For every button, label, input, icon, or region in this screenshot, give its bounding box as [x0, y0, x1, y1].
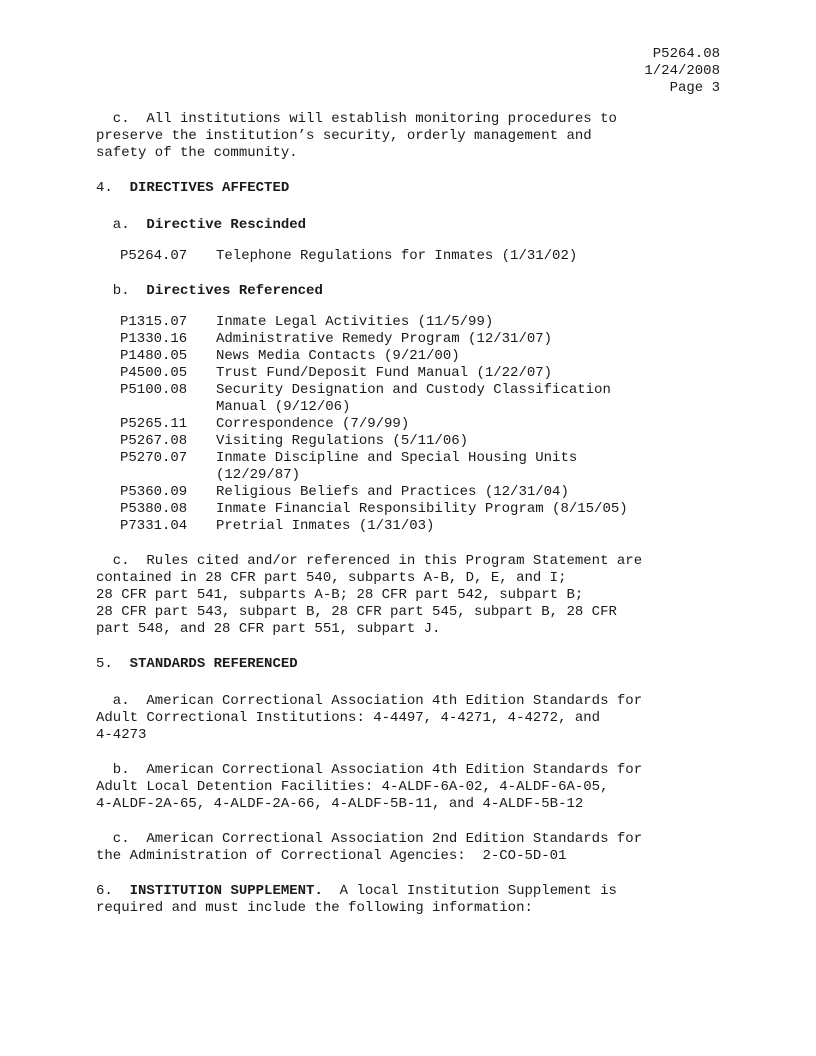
list-item [96, 331, 736, 348]
directive-title: Inmate Discipline and Special Housing Units (12/29/87) [216, 450, 578, 483]
section-5-heading [96, 656, 736, 673]
directive-title: Religious Beliefs and Practices (12/31/04) [216, 484, 569, 500]
paragraph-5c-standards [96, 831, 736, 865]
section-title: STANDARDS REFERENCED [129, 656, 298, 672]
subsection-title: Directives Referenced [146, 283, 323, 299]
section-number: 4. [96, 180, 113, 196]
section-number: 5. [96, 656, 113, 672]
directive-code: P7331.04 [120, 518, 188, 534]
directive-code: P4500.05 [120, 365, 188, 381]
subsection-label: a. [96, 217, 130, 233]
directive-code: P5270.07 [120, 450, 188, 466]
paragraph-line: a. American Correctional Association 4th Edition Standards for [96, 693, 643, 709]
section-title: DIRECTIVES AFFECTED [129, 180, 290, 196]
subsection-label: b. [96, 283, 130, 299]
paragraph-line: c. Rules cited and/or referenced in this Program Statement are [96, 553, 643, 569]
section-text: A local Institution Supplement is [322, 883, 617, 899]
directive-title: Pretrial Inmates (1/31/03) [216, 518, 435, 534]
paragraph-line: contained in 28 CFR part 540, subparts A-B, D, E, and I; [96, 570, 567, 586]
paragraph-line: part 548, and 28 CFR part 551, subpart J. [96, 621, 441, 637]
list-item [96, 416, 736, 433]
paragraph-line: 4-4273 [96, 727, 147, 743]
paragraph-line: 28 CFR part 543, subpart B, 28 CFR part 545, subpart B, 28 CFR [96, 604, 617, 620]
directive-title: Security Designation and Custody Classification Manual (9/12/06) [216, 382, 611, 415]
directive-code: P5264.07 [120, 248, 188, 264]
paragraph-line: Adult Local Detention Facilities: 4-ALDF-6A-02, 4-ALDF-6A-05, [96, 779, 609, 795]
subsection-4a-heading [96, 217, 736, 234]
directive-code: P5100.08 [120, 382, 188, 398]
section-6-heading [96, 883, 736, 900]
list-item [96, 518, 736, 535]
document-page [96, 46, 736, 917]
section-6 [96, 883, 736, 917]
directive-title: Telephone Regulations for Inmates (1/31/02) [216, 248, 578, 264]
list-item [96, 348, 736, 365]
subsection-4b-heading [96, 283, 736, 300]
paragraph-4c-rules [96, 553, 736, 638]
rescinded-list [96, 248, 736, 265]
directive-code: P5267.08 [120, 433, 188, 449]
paragraph-line: 28 CFR part 541, subparts A-B; 28 CFR part 542, subpart B; [96, 587, 584, 603]
paragraph-line: Adult Correctional Institutions: 4-4497, 4-4271, 4-4272, and [96, 710, 601, 726]
paragraph-c-monitoring [96, 111, 736, 162]
paragraph-line: preserve the institution’s security, orderly management and [96, 128, 592, 144]
directive-code: P5265.11 [120, 416, 188, 432]
paragraph-5a-standards [96, 693, 736, 744]
directive-code: P5380.08 [120, 501, 188, 517]
directive-title: Inmate Financial Responsibility Program (8/15/05) [216, 501, 628, 517]
list-item [96, 365, 736, 382]
directive-title: Administrative Remedy Program (12/31/07) [216, 331, 553, 347]
directive-title: Inmate Legal Activities (11/5/99) [216, 314, 494, 330]
doc-date: 1/24/2008 [644, 63, 720, 79]
directive-title: Correspondence (7/9/99) [216, 416, 410, 432]
subsection-title: Directive Rescinded [146, 217, 307, 233]
section-number: 6. [96, 883, 113, 899]
paragraph-line: the Administration of Correctional Agencies: 2-CO-5D-01 [96, 848, 567, 864]
list-item [96, 314, 736, 331]
directive-code: P1315.07 [120, 314, 188, 330]
doc-number: P5264.08 [652, 46, 720, 62]
section-4-heading [96, 180, 736, 197]
section-title: INSTITUTION SUPPLEMENT. [129, 883, 323, 899]
directive-code: P1330.16 [120, 331, 188, 347]
list-item [96, 382, 736, 416]
directive-title: News Media Contacts (9/21/00) [216, 348, 460, 364]
page-number: Page 3 [669, 80, 720, 96]
list-item [96, 501, 736, 518]
paragraph-line: c. American Correctional Association 2nd Edition Standards for [96, 831, 643, 847]
referenced-list [96, 314, 736, 535]
list-item [96, 433, 736, 450]
paragraph-line: 4-ALDF-2A-65, 4-ALDF-2A-66, 4-ALDF-5B-11, and 4-ALDF-5B-12 [96, 796, 584, 812]
paragraph-line: b. American Correctional Association 4th Edition Standards for [96, 762, 643, 778]
list-item [96, 450, 736, 484]
page-header [96, 46, 736, 97]
directive-title: Visiting Regulations (5/11/06) [216, 433, 469, 449]
list-item [96, 248, 736, 265]
directive-code: P5360.09 [120, 484, 188, 500]
paragraph-line: c. All institutions will establish monitoring procedures to [96, 111, 617, 127]
list-item [96, 484, 736, 501]
directive-title: Trust Fund/Deposit Fund Manual (1/22/07) [216, 365, 553, 381]
paragraph-line: required and must include the following information: [96, 900, 533, 916]
directive-code: P1480.05 [120, 348, 188, 364]
paragraph-line: safety of the community. [96, 145, 298, 161]
paragraph-5b-standards [96, 762, 736, 813]
